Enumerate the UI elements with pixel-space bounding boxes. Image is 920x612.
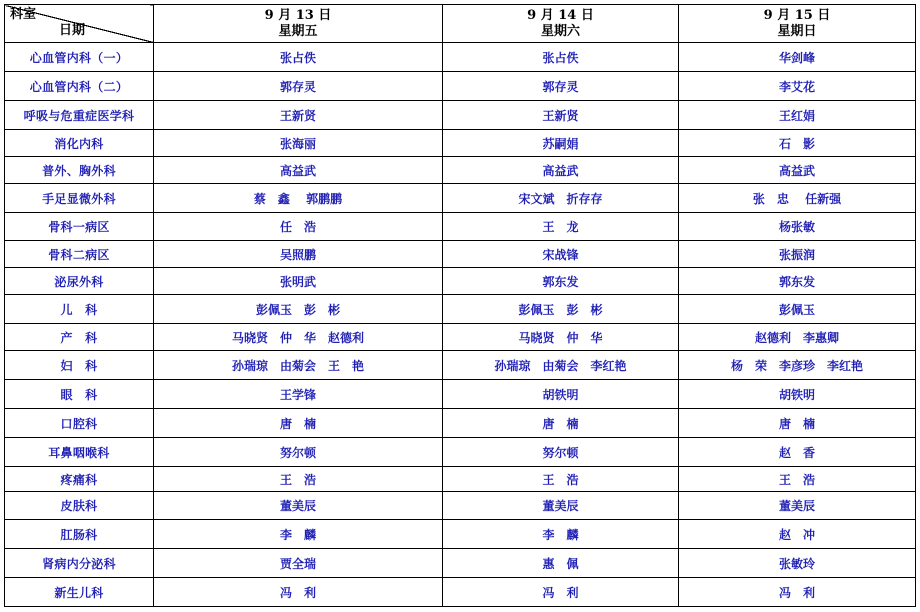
department-cell: 消化内科 [5, 130, 154, 157]
department-cell: 心血管内科（一） [5, 43, 154, 72]
duty-doctor-cell: 冯 利 [154, 578, 443, 607]
table-row [5, 578, 916, 607]
department-cell: 耳鼻咽喉科 [5, 438, 154, 467]
department-cell: 呼吸与危重症医学科 [5, 101, 154, 130]
duty-doctor-cell: 张明武 [154, 268, 443, 295]
date-header-label: 日期 [58, 23, 85, 38]
table-row [5, 213, 916, 241]
duty-doctor-cell: 郭东发 [443, 268, 679, 295]
weekday-label: 星期五 [278, 23, 318, 39]
department-cell: 眼 科 [5, 380, 154, 409]
duty-doctor-cell: 石 影 [679, 130, 916, 157]
department-cell: 皮肤科 [5, 492, 154, 520]
table-row [5, 157, 916, 184]
table-row [5, 241, 916, 268]
duty-doctor-cell: 王 浩 [154, 467, 443, 492]
table-row [5, 43, 916, 72]
department-cell: 儿 科 [5, 295, 154, 324]
duty-schedule-table [4, 4, 916, 607]
duty-doctor-cell: 赵 冲 [679, 520, 916, 549]
duty-doctor-cell: 王红娟 [679, 101, 916, 130]
duty-doctor-cell: 马晓贤 仲 华 赵德利 [154, 324, 443, 351]
duty-doctor-cell: 唐 楠 [154, 409, 443, 438]
table-row [5, 72, 916, 101]
duty-doctor-cell: 张振润 [679, 241, 916, 268]
duty-doctor-cell: 努尔顿 [443, 438, 679, 467]
duty-doctor-cell: 蔡 鑫 郭鹏鹏 [154, 184, 443, 213]
duty-doctor-cell: 孙瑞琼 由菊会 王 艳 [154, 351, 443, 380]
duty-doctor-cell: 郭存灵 [154, 72, 443, 101]
duty-doctor-cell: 张占佚 [443, 43, 679, 72]
table-row [5, 295, 916, 324]
duty-doctor-cell: 董美辰 [679, 492, 916, 520]
table-row [5, 324, 916, 351]
duty-doctor-cell: 赵 香 [679, 438, 916, 467]
department-header-label: 科室 [10, 7, 37, 22]
duty-doctor-cell: 王 浩 [443, 467, 679, 492]
department-cell: 新生儿科 [5, 578, 154, 607]
duty-doctor-cell: 唐 楠 [443, 409, 679, 438]
weekday-label: 星期六 [540, 23, 580, 39]
duty-doctor-cell: 高益武 [443, 157, 679, 184]
schedule-body [5, 43, 916, 607]
duty-doctor-cell: 冯 利 [679, 578, 916, 607]
duty-doctor-cell: 李艾花 [679, 72, 916, 101]
table-row [5, 492, 916, 520]
duty-doctor-cell: 苏嗣娟 [443, 130, 679, 157]
table-row [5, 409, 916, 438]
weekday-label: 星期日 [777, 23, 817, 39]
date-column-header [154, 5, 443, 43]
duty-doctor-cell: 彭佩玉 彭 彬 [154, 295, 443, 324]
date-label: 9 月 13 日 [264, 7, 332, 23]
duty-doctor-cell: 孙瑞琼 由菊会 李红艳 [443, 351, 679, 380]
duty-doctor-cell: 李 麟 [443, 520, 679, 549]
header-row [5, 5, 916, 43]
duty-doctor-cell: 努尔顿 [154, 438, 443, 467]
duty-doctor-cell: 王新贤 [154, 101, 443, 130]
duty-doctor-cell: 王新贤 [443, 101, 679, 130]
department-cell: 普外、胸外科 [5, 157, 154, 184]
department-cell: 手足显微外科 [5, 184, 154, 213]
duty-doctor-cell: 任 浩 [154, 213, 443, 241]
department-cell: 泌尿外科 [5, 268, 154, 295]
department-cell: 心血管内科（二） [5, 72, 154, 101]
duty-doctor-cell: 赵德利 李惠卿 [679, 324, 916, 351]
table-row [5, 268, 916, 295]
duty-doctor-cell: 高益武 [679, 157, 916, 184]
department-cell: 口腔科 [5, 409, 154, 438]
duty-doctor-cell: 彭佩玉 彭 彬 [443, 295, 679, 324]
duty-doctor-cell: 王 龙 [443, 213, 679, 241]
table-row [5, 467, 916, 492]
date-column-header [679, 5, 916, 43]
date-label: 9 月 15 日 [763, 7, 831, 23]
duty-doctor-cell: 杨 荣 李彦珍 李红艳 [679, 351, 916, 380]
duty-doctor-cell: 郭存灵 [443, 72, 679, 101]
table-row [5, 101, 916, 130]
table-row [5, 380, 916, 409]
table-row [5, 184, 916, 213]
department-cell: 肛肠科 [5, 520, 154, 549]
duty-doctor-cell: 吴照鹏 [154, 241, 443, 268]
department-cell: 骨科二病区 [5, 241, 154, 268]
date-label: 9 月 14 日 [527, 7, 594, 23]
table-row [5, 520, 916, 549]
duty-doctor-cell: 张敏玲 [679, 549, 916, 578]
department-cell: 妇 科 [5, 351, 154, 380]
duty-doctor-cell: 宋文斌 折存存 [443, 184, 679, 213]
duty-doctor-cell: 贾全瑞 [154, 549, 443, 578]
duty-doctor-cell: 惠 佩 [443, 549, 679, 578]
duty-doctor-cell: 李 麟 [154, 520, 443, 549]
duty-doctor-cell: 董美辰 [154, 492, 443, 520]
date-column-header [443, 5, 679, 43]
duty-doctor-cell: 郭东发 [679, 268, 916, 295]
duty-doctor-cell: 杨张敏 [679, 213, 916, 241]
duty-doctor-cell: 胡铁明 [443, 380, 679, 409]
table-row [5, 130, 916, 157]
department-cell: 产 科 [5, 324, 154, 351]
duty-doctor-cell: 张海丽 [154, 130, 443, 157]
department-cell: 疼痛科 [5, 467, 154, 492]
duty-doctor-cell: 高益武 [154, 157, 443, 184]
table-row [5, 438, 916, 467]
corner-header-cell [5, 5, 154, 43]
duty-doctor-cell: 唐 楠 [679, 409, 916, 438]
duty-doctor-cell: 董美辰 [443, 492, 679, 520]
department-cell: 肾病内分泌科 [5, 549, 154, 578]
duty-doctor-cell: 马晓贤 仲 华 [443, 324, 679, 351]
department-cell: 骨科一病区 [5, 213, 154, 241]
duty-doctor-cell: 冯 利 [443, 578, 679, 607]
duty-doctor-cell: 宋战锋 [443, 241, 679, 268]
duty-doctor-cell: 张 忠 任新强 [679, 184, 916, 213]
table-row [5, 351, 916, 380]
duty-doctor-cell: 胡铁明 [679, 380, 916, 409]
table-row [5, 549, 916, 578]
duty-doctor-cell: 张占佚 [154, 43, 443, 72]
duty-doctor-cell: 王学锋 [154, 380, 443, 409]
duty-doctor-cell: 彭佩玉 [679, 295, 916, 324]
duty-doctor-cell: 王 浩 [679, 467, 916, 492]
duty-doctor-cell: 华剑峰 [679, 43, 916, 72]
